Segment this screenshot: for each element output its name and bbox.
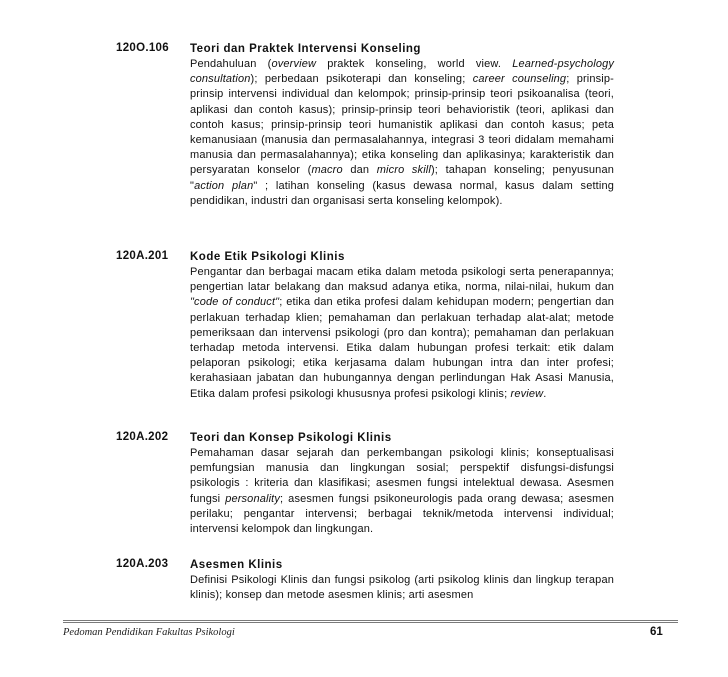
course-description <box>190 265 614 402</box>
course-description <box>190 446 614 537</box>
footer-publication-title: Pedoman Pendidikan Fakultas Psikologi <box>63 627 235 638</box>
description-text: praktek konseling, world view. <box>316 58 513 70</box>
course-code: 120A.201 <box>116 250 169 262</box>
footer-divider <box>63 620 678 623</box>
description-text: dan <box>342 164 377 177</box>
italic-term: action plan <box>194 179 254 192</box>
italic-term: career counseling <box>472 73 567 86</box>
italic-term: macro <box>311 164 343 177</box>
description-text: ; asesmen fungsi psikoneurologis pada orang dewasa; asesmen perilaku; pengantar intervensi; berbagai teknik/metoda intervensi individual; intervensi kelompok dan lingkungan. <box>190 492 614 536</box>
page-number: 61 <box>650 626 663 638</box>
course-title: Teori dan Praktek Intervensi Konseling <box>190 43 421 55</box>
course-title: Kode Etik Psikologi Klinis <box>190 251 345 263</box>
description-text: . <box>543 387 547 400</box>
description-text: ; prinsip-prinsip intervensi individual dan kelompok; prinsip-prinsip teori psikoanalisa (teori, aplikasi dan contoh kasus); prinsip-prinsip teori behavioristik (teori, aplikasi dan contoh kasus; prinsip-prinsip teori humanistik aplikasi dan contoh kasus; peta kemanusiaan (manusia dan permasalahannya, integrasi 3 teori didalam memahami manusia dan permasalahannya); etika konseling dan aplikasinya; karakteristik dan persyaratan konselor ( <box>190 73 614 177</box>
course-content <box>190 42 614 209</box>
description-text: ); tahapan konseling; penyusunan " <box>190 164 614 192</box>
description-text: ); perbedaan psikoterapi dan konseling; <box>250 73 473 86</box>
italic-term: personality <box>225 492 281 505</box>
description-text: " ; latihan konseling (kasus dewasa normal, kasus dalam setting pendidikan, industri dan organisasi serta konseling kelompok). <box>190 179 615 207</box>
course-content <box>190 250 614 402</box>
description-text: Pemahaman dasar sejarah dan perkembangan psikologi klinis; konseptualisasi pemfungsian manusia dan lingkungan sosial; perspektif disfungsi-disfungsi psikologis : kriteria dan klasifikasi; asesmen fungsi intelektual dewasa. Asesmen fungsi <box>190 447 614 505</box>
course-title: Asesmen Klinis <box>190 559 283 571</box>
italic-term: "code of conduct" <box>190 296 280 309</box>
course-content <box>190 558 614 603</box>
description-text: Pengantar dan berbagai macam etika dalam metoda psikologi serta penerapannya; pengertian latar belakang dan maksud adanya etika, norma, nilai-nilai, hukum dan <box>190 266 614 294</box>
description-text: ; etika dan etika profesi dalam kehidupan modern; pengertian dan perlakuan terhadap klien; pemahaman dan perlakuan terhadap alat-alat; metode pemeriksaan dan intervensi psikologi (pro dan kontra); pemahaman dan perlakuan terhadap metoda intervensi. Etika dalam hubungan profesi terkait: etik dalam pelaporan psikologi; etika kerjasama dalam hubungan intra dan inter profesi; kerahasiaan jabatan dan hubungannya dengan perlindungan Hak Asasi Manusia, Etika dalam profesi psikologi khususnya profesi psikologi klinis; <box>190 296 614 400</box>
course-code: 120A.203 <box>116 558 169 570</box>
italic-term: Learned-psychology consultation <box>190 58 614 86</box>
italic-term: review <box>510 387 544 400</box>
course-code: 120O.106 <box>116 42 169 54</box>
description-text: Definisi Psikologi Klinis dan fungsi psikolog (arti psikolog klinis dan lingkup terapan klinis); konsep dan metode asesmen klinis; arti asesmen <box>190 574 614 602</box>
italic-term: overview <box>271 58 317 70</box>
italic-term: micro skill <box>376 164 431 177</box>
course-content <box>190 431 614 537</box>
course-title: Teori dan Konsep Psikologi Klinis <box>190 432 392 444</box>
description-text: Pendahuluan ( <box>190 58 272 70</box>
course-code: 120A.202 <box>116 431 169 443</box>
course-description <box>190 57 614 209</box>
course-description <box>190 573 614 603</box>
